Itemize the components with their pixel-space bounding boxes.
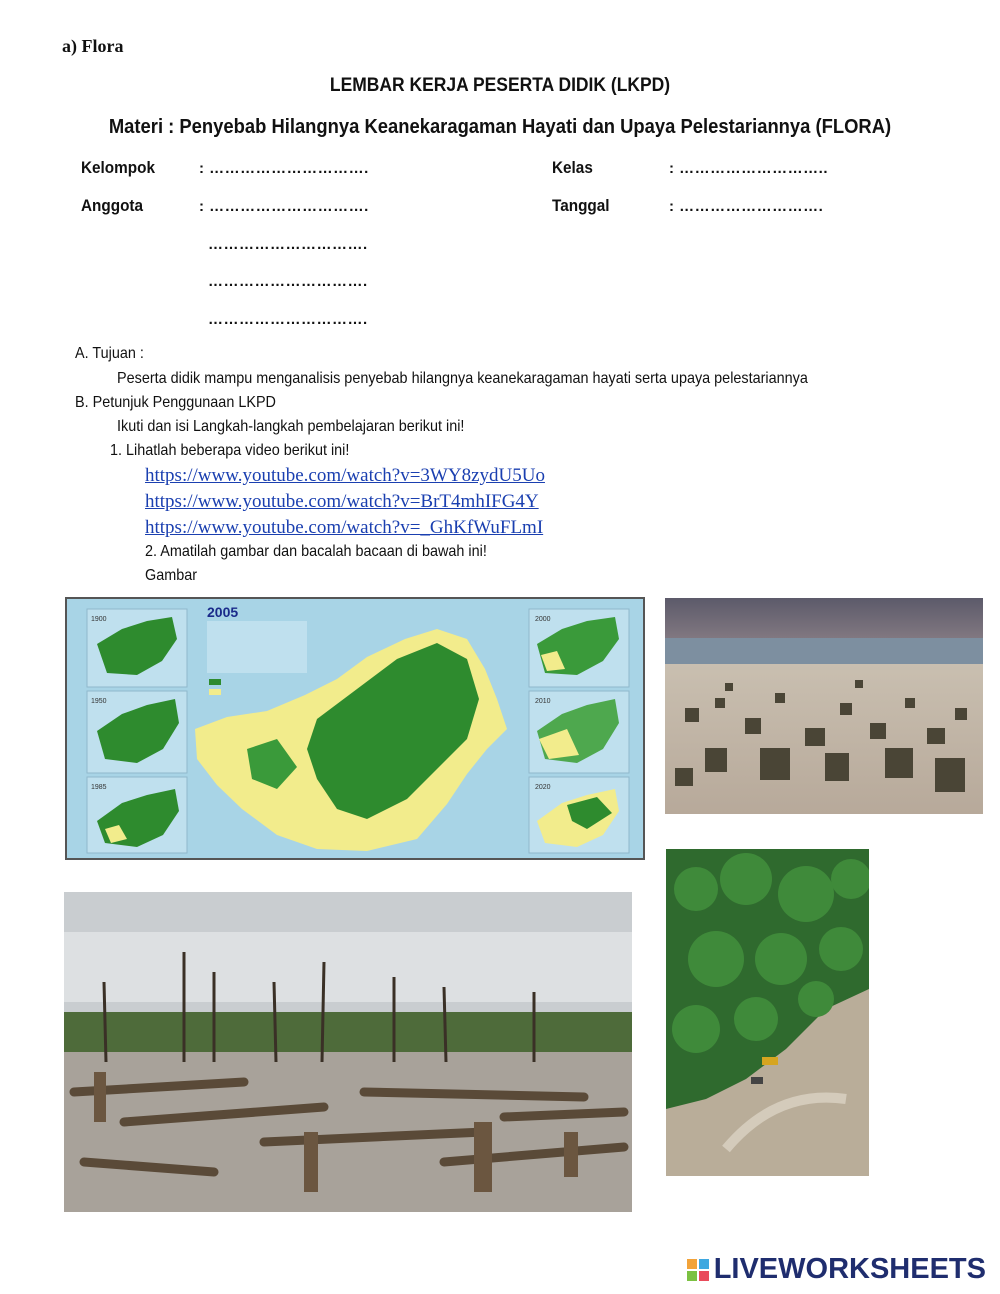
anggota-field-2[interactable]: …………………………. [208, 236, 368, 253]
map-year-label: 1950 [91, 698, 107, 705]
map-year-label: 2000 [535, 616, 551, 623]
map-year-label: 2010 [535, 698, 551, 705]
page-title: LEMBAR KERJA PESERTA DIDIK (LKPD) [329, 75, 671, 96]
section-label: a) Flora [62, 36, 124, 56]
burned-forest-graphic [64, 892, 632, 1212]
map-year-label: 2020 [535, 784, 551, 791]
page-subtitle: Materi : Penyebab Hilangnya Keanekaragaman Hayati dan Upaya Pelestariannya (FLORA) [108, 116, 892, 138]
borneo-map-image [65, 597, 645, 860]
aerial-forest-photo [666, 849, 869, 1176]
step-2: 2. Amatilah gambar dan bacalah bacaan di bawah ini! [145, 543, 487, 560]
burned-forest-photo [64, 892, 632, 1212]
video-link-3[interactable]: https://www.youtube.com/watch?v=_GhKfWuFLmI [145, 517, 544, 538]
brand-name: LIVEWORKSHEETS [713, 1253, 986, 1285]
tanggal-field[interactable]: : ………………………. [669, 198, 824, 215]
video-link-1[interactable]: https://www.youtube.com/watch?v=3WY8zydU5Uo [145, 465, 545, 486]
liveworksheets-logo [687, 1253, 986, 1286]
kelas-field[interactable]: : ……………………….. [669, 160, 828, 177]
logo-cubes-icon [687, 1259, 709, 1281]
anggota-label: Anggota [81, 196, 144, 215]
gambar-label: Gambar [145, 567, 198, 584]
tujuan-heading: A. Tujuan : [75, 345, 144, 362]
video-link-2[interactable]: https://www.youtube.com/watch?v=BrT4mhIFG4Y [145, 491, 539, 512]
anggota-field[interactable]: : …………………………. [199, 198, 369, 215]
petunjuk-heading: B. Petunjuk Penggunaan LKPD [75, 394, 276, 411]
stumps-lake-graphic [665, 598, 983, 814]
tujuan-text: Peserta didik mampu menganalisis penyebab hilangnya keanekaragaman hayati serta upaya pelestariannya [117, 370, 808, 387]
kelas-label: Kelas [552, 158, 593, 177]
anggota-field-3[interactable]: …………………………. [208, 273, 368, 290]
step-1: 1. Lihatlah beberapa video berikut ini! [110, 442, 350, 459]
anggota-field-4[interactable]: …………………………. [208, 311, 368, 328]
map-year-label: 1900 [91, 616, 107, 623]
tanggal-label: Tanggal [552, 196, 610, 215]
stumps-lake-photo [665, 598, 983, 814]
kelompok-label: Kelompok [81, 158, 155, 177]
kelompok-field[interactable]: : …………………………. [199, 160, 369, 177]
map-main-year: 2005 [207, 604, 239, 620]
aerial-forest-graphic [666, 849, 869, 1176]
map-year-label: 1985 [91, 784, 107, 791]
petunjuk-intro: Ikuti dan isi Langkah-langkah pembelajaran berikut ini! [117, 418, 465, 435]
borneo-map-graphic [67, 599, 643, 858]
